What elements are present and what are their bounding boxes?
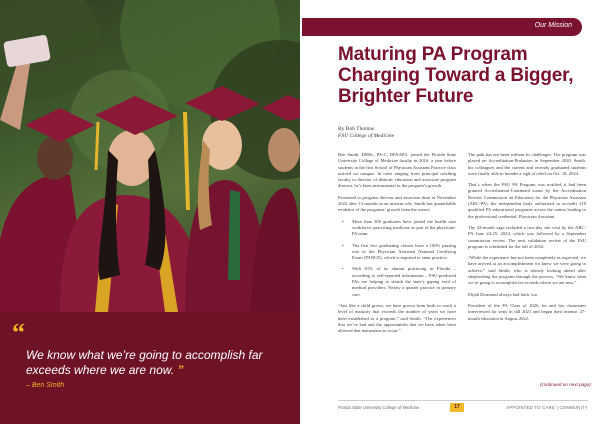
pull-quote (26, 348, 296, 378)
paragraph: The path has not been without its challenges. The program was placed on Accreditation-Probation in September 2020. Smith, his colleagues and the current and recently graduated students were finally able to breathe a sigh of relief on Oct. 18, 2024. (468, 152, 586, 176)
bullet-item: • With 81% of its alumni practicing in Florida – according to self-reported information – FSU-produced PAs are helping to shrink the state’s gaping void of medical providers. Nearly a quarter practice in primary care. (338, 266, 456, 297)
pull-quote-text: We know what we’re going to accomplish far exceeds where we are now. (26, 348, 263, 377)
paragraph: “While the experience has not been completely as expected, we have arrived at an accomplishment we knew we were going to achieve,” said Smith, who is already looking ahead after shepherding the program through the process. “We know what we’re going to accomplish far exceeds where we are now.” (468, 255, 586, 286)
quote-attribution: – Ben Smith (26, 382, 65, 389)
bullet-item: • The first five graduating classes have a 100% passing rate of the Physician Assistant National Certifying Exam (PANCE), which is required to enter practice. (338, 243, 456, 262)
paragraph: Ben Smith, DMSc, PA-C, DFAAPA, joined the Florida State University College of Medicine faculty in 2016, a year before students in the first School of Physician Assistant Practice class arrived on campus. In roles ranging from principal teaching faculty to director of didactic education and associate program director, he’s been instrumental in the program’s growth. (338, 152, 456, 189)
byline-affiliation: FSU College of Medicine (338, 133, 395, 139)
byline (338, 126, 394, 140)
paragraph: “Just like a child grows, we have grown from birth to reach a level of maturity that exceeds the number of years we have been established as a program,” said Smith. “The experiences that we’ve had and the opportunities that we have taken have allowed that maturation to occur.” (338, 302, 456, 334)
page-footer (338, 400, 588, 414)
footer-publication: Florida State University College of Medicine (338, 405, 420, 410)
right-page (300, 0, 600, 424)
bullet-item: • More than 300 graduates have joined the health care workforce, practicing medicine as part of the physician-PA team. (338, 219, 456, 238)
graduates-photo (0, 0, 300, 312)
quote-open-mark: “ (12, 318, 25, 347)
paragraph: Promoted to program director and associate dean in November 2022 after 13 months in an interim role, Smith has quantifiable evidence of the programs’ growth from the outset: (338, 194, 456, 213)
byline-author: By Bob Thomas (338, 126, 374, 132)
graduates-illustration (0, 0, 300, 312)
article-column-2 (468, 152, 586, 327)
section-label: Our Mission (534, 22, 572, 29)
section-banner (302, 18, 582, 36)
page-number: 17 (450, 403, 464, 412)
bullet-list (338, 219, 456, 298)
paragraph: Elijah Dormond always had faith, too. (468, 291, 539, 297)
paragraph: The 43-month saga included a two-day site visit by the ARC-PA June 24-25, 2024, which was followed by a September commission review. The next validation review of the FSU program is scheduled for the fall of 2032. (468, 224, 586, 249)
quote-close-mark: ” (177, 363, 184, 377)
article-column-1 (338, 152, 456, 339)
continued-note[interactable]: (continued on next page) (540, 382, 591, 387)
paragraph: That’s when the FSU PA Program was notified it had been granted Accreditation-Continued status by the Accreditation Review Commission on Education for the Physician Assistant (ARC-PA), the independent body authorized to accredit 310 qualified PA educational programs across the nation leading to the professional credential, Physician Assistant. (468, 182, 586, 219)
footer-section: APPOINTED TO CARE | COMMUNITY (506, 405, 588, 410)
paragraph: President of the PA Class of 2026, he and his classmates interviewed for seats in fall 2021 and began their intense, 27-month education in August 2022. (468, 302, 586, 321)
article-title: Maturing PA Program Charging Toward a Bigger, Brighter Future (338, 44, 574, 107)
